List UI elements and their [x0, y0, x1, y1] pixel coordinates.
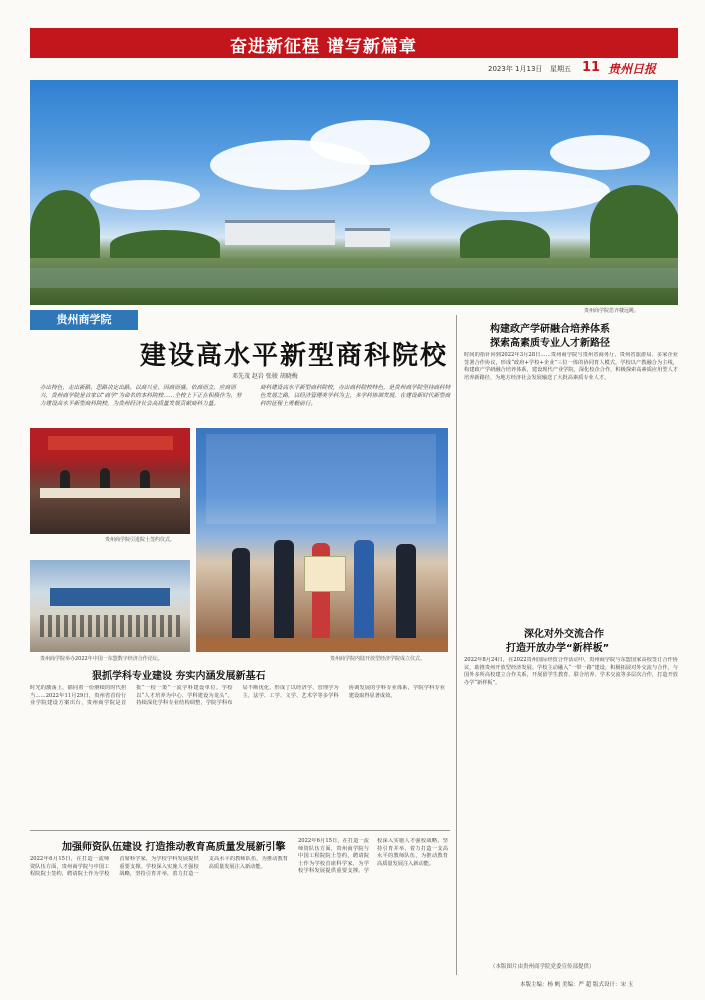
section-tag: 贵州商学院 [30, 310, 138, 330]
header-date: 2023年 1月13日 [488, 65, 543, 73]
byline: 邓先茂 赵岩 张骏 胡晓梅 [232, 373, 298, 380]
header-meta [30, 60, 678, 76]
subhead-faculty: 加强师资队伍建设 打造推动教育高质量发展新引擎 [62, 842, 286, 853]
column-divider [456, 315, 457, 975]
body-faculty-cont: 2022年6月15日，在打造一流师资队伍方面，贵州商学院与中国工程院院士签约，聘请院士作为学校首席科学家，为学校学科发展提供重要支撑。学校深入实施人才强校战略，坚持引育并举，着力打造一支高水平的教师队伍，为推动教育高质量发展注入新动能。 [298, 838, 448, 875]
photo-signing-ceremony [30, 428, 190, 534]
header-slogan: 奋进新征程 谱写新篇章 [230, 37, 417, 57]
page-number: 11 [582, 60, 601, 75]
photo-forum [30, 560, 190, 652]
photo-credit-note: （本版图片由贵州商学院党委宣传部提供） [490, 964, 595, 970]
right-title-1: 构建政产学研融合培养体系 [490, 324, 610, 335]
hero-caption: 贵州商学院思齐楼远眺。 [584, 308, 640, 314]
divider [30, 830, 450, 831]
photo1-caption: 贵州商学院引进院士签约仪式。 [105, 537, 176, 543]
right-title-3: 深化对外交流合作 [524, 629, 604, 640]
subhead-discipline: 狠抓学科专业建设 夯实内涵发展新基石 [92, 671, 266, 682]
right-body-1: 时间的指针回到2022年3月28日……贵州商学院与贵州省商务厅、贵州省旅游局、多家企业签署合作协议，形成“政府+学校+企业”三位一体的协同育人模式。学校以产教融合为主线，构建政产学研融合培养体系，建设现代产业学院，深化校企合作，积极探索高素质应用型人才培养新路径，为地方经济社会发展输送了大批高素质专业人才。 [464, 352, 678, 381]
photo2-caption: 贵州商学院举办2022年中国一东盟数字经济合作论坛。 [40, 656, 163, 662]
right-body-2: 2022年8月24日，在2022贵州国际经贸合作活动中，贵州商学院与东盟国家高校签订合作协议，助推贵州开放型经济发展。学校主动融入“一带一路”建设，积极拓展对外交流与合作，与国外多所高校建立合作关系，开展留学生教育、联合培养、学术交流等多层次合作，打造开放办学“新样板”。 [464, 657, 678, 686]
hero-photo [30, 80, 678, 305]
right-title-4: 打造开放办学“新样板” [506, 643, 610, 654]
body-faculty: 2022年6月15日，在打造一流师资队伍方面，贵州商学院与中国工程院院士签约，聘请院士作为学校首席科学家，为学校学科发展提供重要支撑。学校深入实施人才强校战略，坚持引育并举，着力打造一支高水平的教师队伍，为推动教育高质量发展注入新动能。 [30, 856, 288, 878]
lead-right: 商科建设高水平新型商科院校，办出商科院校特色，是贵州商学院坚持商科特色发展之路，以经济管理类学科为主，多学科协调发展，在建设新时代新型商科的征程上勇毅前行。 [260, 385, 451, 408]
header-weekday: 星期五 [550, 65, 571, 73]
editor-credits: 本版主编：杨 帆 美编：严 超 版式设计：宋 玉 [520, 982, 634, 988]
photo3-caption: 贵州商学院内陆开放型经济学院成立仪式。 [330, 656, 426, 662]
body-discipline: 时光的激荡上，锚同着一份赓续的时代担当……2022年11月29日，贵州省首份行业学院建设方案出台，贵州商学院是首批“一校一策”一流学科建设单位。学校以“人才培养为中心、学科建设为龙头”，持续深化学科专业结构调整，学院学科布局不断优化，形成了以经济学、管理学为主，法学、工学、文学、艺术学等多学科协调发展的学科专业体系，学院学科专业建设取得显著成效。 [30, 685, 445, 707]
masthead-logo: 贵州日报 [608, 62, 657, 76]
right-title-2: 探索高素质专业人才新路径 [490, 338, 610, 349]
main-title: 建设高水平新型商科院校 [140, 341, 449, 371]
lead-left: 办出特色，走出新路，思路决定出路。以商兴业，因商而盛。依商而立，应商而兴，贵州商学院是首家以“商学”为命名的本科院校……全校上下正在积极作为，努力建设高水平新型商科院校，为贵州经济社会高质量发展贡献商科力量。 [40, 385, 242, 408]
photo-college-launch [196, 428, 448, 652]
